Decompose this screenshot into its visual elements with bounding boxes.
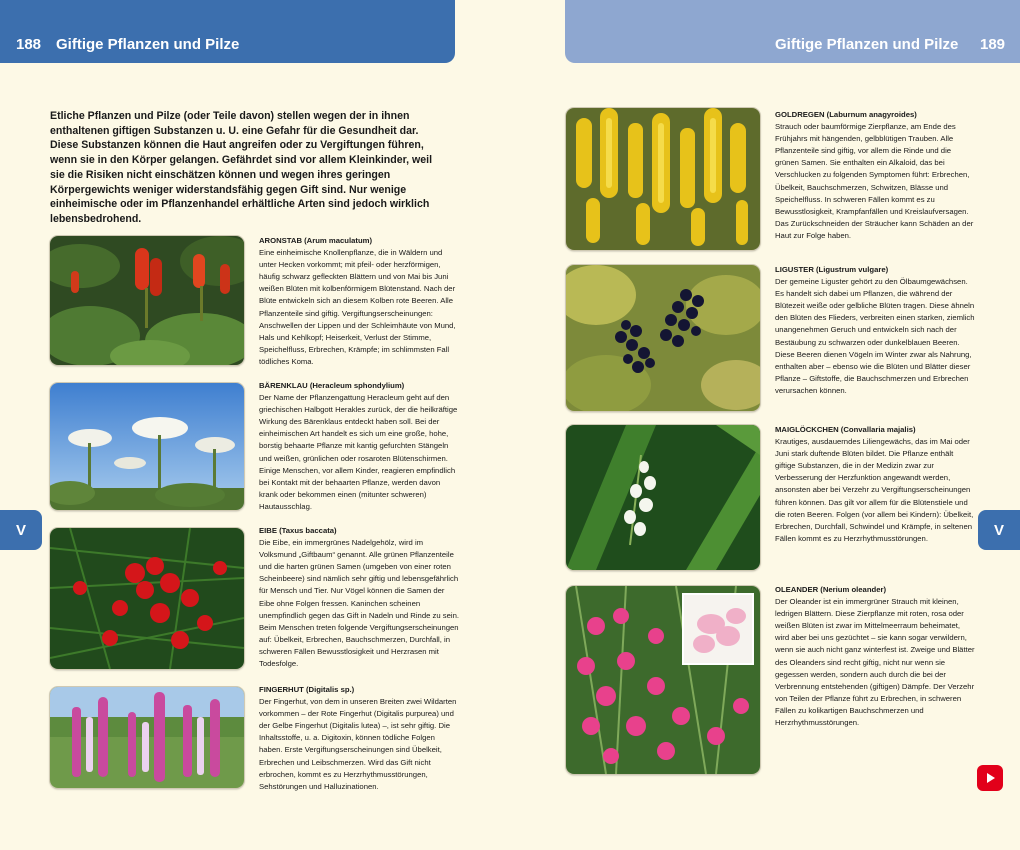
- entry-title: OLEANDER (Nerium oleander): [775, 585, 887, 594]
- entry-title: ARONSTAB (Arum maculatum): [259, 236, 373, 245]
- intro-paragraph: Etliche Pflanzen und Pilze (oder Teile davon) stellen wegen der in ihnen enthaltenen giftigen Substanzen u. U. eine Gefahr für die Gesundheit dar. Diese Substanzen können die Haut angreifen oder zu Vergiftungen führen, wenn sie in den Körper gelangen. Gefährdet sind vor allem Kleinkinder, weil sie die Risiken nicht einschätzen können und wegen ihres geringen Körpergewichts weniger widerstandsfähig gegen Gift sind. Nur wenige einheimische oder im Pflanzenhandel erhältliche Arten sind jedoch wirklich lebensbedrohend.: [50, 110, 433, 225]
- liguster-photo: [566, 265, 760, 411]
- goldregen-photo: [566, 108, 760, 250]
- entry-title: BÄRENKLAU (Heracleum sphondylium): [259, 381, 405, 390]
- entry-text: Eine einheimische Knollenpflanze, die in Wäldern und unter Hecken vorkommt; mit pfeil- oder herzförmigen, häufig schwarz gefleckten Blättern und von Mai bis Juni weißen Blüten mit kolbenförmigem Blütenstand. Nach der Blüte entwickeln sich an diesem Kolben rote Beeren. Alle Pflanzenteile sind giftig. Vergiftungserscheinungen: Anschwellen der Lippen und der Schleimhäute von Mund, Hals und Kehlkopf; Heiserkeit, Verlust der Stimme, Speichelfluss, Erbrechen, Krämpfe; im schlimmsten Fall tödliches Koma.: [259, 248, 456, 366]
- eibe-photo: [50, 528, 244, 669]
- baerenklau-photo: [50, 383, 244, 510]
- page-title-right: Giftige Pflanzen und Pilze: [775, 36, 959, 53]
- entry-title: EIBE (Taxus baccata): [259, 526, 337, 535]
- page-title-left: Giftige Pflanzen und Pilze: [56, 36, 240, 53]
- section-tab-left[interactable]: V: [0, 510, 42, 550]
- entry-text: Der gemeine Liguster gehört zu den Ölbaumgewächsen. Es handelt sich dabei um Pflanzen, die während der Blütezeit weiße oder gelbliche Blüten tragen. Diese ähneln den Blüten des Flieders, verbreiten einen starken, ziemlich unangenehmen Geruch und entwickeln sich nach der Bestäubung zu schwarzen oder dunkelblauen Beeren. Diese Beeren dienen Vögeln im Winter zwar als Nahrung, enthalten aber – ebenso wie die Blüten und Blätter dieser Pflanze – Giftstoffe, die Bauchschmerzen und Erbrechen verursachen können.: [775, 277, 975, 395]
- entry-eibe: [259, 525, 459, 670]
- page-number-right: 189: [980, 36, 1006, 53]
- maigloeckchen-photo: [566, 425, 760, 570]
- page-number-left: 188: [16, 36, 42, 53]
- header-left-bar: [0, 0, 455, 63]
- next-page-arrow-icon[interactable]: [977, 765, 1003, 791]
- entry-text: Der Name der Pflanzengattung Heracleum geht auf den griechischen Halbgott Herakles zurück, der die heilkräftige Wirkung des Bärenklaus entdeckt haben soll. Bei der einheimischen Art handelt es sich um eine große, hohe, borstig behaarte Pflanze mit kantig gefurchten Stängeln und weißen, grünlichen oder rosaroten Blütenschirmen. Einige Menschen, vor allem Kinder, reagieren empfindlich bei Kontakt mit der behaarten Pflanze, werden davon krank oder bekommen einen (mitunter schweren) Hautausschlag.: [259, 393, 458, 511]
- entry-title: GOLDREGEN (Laburnum anagyroides): [775, 110, 917, 119]
- entry-goldregen: [775, 109, 975, 242]
- entry-baerenklau: [259, 380, 459, 513]
- entry-title: LIGUSTER (Ligustrum vulgare): [775, 265, 889, 274]
- fingerhut-photo: [50, 687, 244, 788]
- oleander-photo: [566, 586, 760, 774]
- header-right-bar: [565, 0, 1020, 63]
- section-tab-right[interactable]: V: [978, 510, 1020, 550]
- entry-oleander: [775, 584, 975, 729]
- aronstab-photo: [50, 236, 244, 365]
- entry-text: Der Oleander ist ein immergrüner Strauch mit kleinen, ledrigen Blättern. Diese Zierpflanze mit roten, rosa oder weißen Blüten ist zwar im Mittelmeerraum beheimatet, wird aber bei uns gezüchtet – sie kann sogar verwildern, wenn sie auch nicht ganz winterfest ist. Zweige und Blätter des Oleanders sind recht giftig, nicht nur wenn sie gegessen werden, sondern auch durch die bei der Verbrennung entstehenden (giftigen) Dämpfe. Der Verzehr von Teilen der Pflanze führt zu Erbrechen, in schweren Fällen zu kolikartigen Bauchschmerzen und Herzrhythmusstörungen.: [775, 597, 975, 728]
- entry-liguster: [775, 264, 975, 397]
- entry-text: Krautiges, ausdauerndes Liliengewächs, das im Mai oder Juni stark duftende Blüten bildet. Die Pflanze enthält giftige Substanzen, die in der Medizin zwar zur Verbesserung der Herzfunktion angewandt werden, ansonsten aber bei Verzehr zu Vergiftungserscheinungen führen können. Das gilt vor allem für die Blütenstiele und die roten Beeren. Folgen (vor allem bei Kindern): Übelkeit, Erbrechen, Durchfall, Schwindel und Krämpfe, in seltenen Fällen kommt es zu Herzrhythmusstörungen.: [775, 437, 974, 543]
- entry-aronstab: [259, 235, 459, 368]
- entry-text: Die Eibe, ein immergrünes Nadelgehölz, wird im Volksmund „Giftbaum“ genannt. Alle grünen Pflanzenteile und die harten grünen Samen (umgeben von einer roten Scheinbeere) sind nämlich sehr giftig und lebensgefährlich für Mensch und Tier. Nur Vögel können die Samen der Eibe ohne Folgen fressen. Kaninchen scheinen unempfindlich gegen das Gift in Nadeln und Rinde zu sein. Beim Menschen treten folgende Vergiftungserscheinungen auf: Übelkeit, Erbrechen, Bauchschmerzen, Durchfall, in schweren Fällen Bewusstlosigkeit und Herzrasen mit Todesfolge.: [259, 538, 460, 669]
- entry-title: FINGERHUT (Digitalis sp.): [259, 685, 355, 694]
- entry-title: MAIGLÖCKCHEN (Convallaria majalis): [775, 425, 916, 434]
- entry-text: Strauch oder baumförmige Zierpflanze, am Ende des Frühjahrs mit hängenden, gelbblütigen Trauben. Alle Pflanzenteile sind giftig, vor allem die Rinde und die grünen Samen. Sie enthalten ein Alkaloid, das bei Verschlucken zu folgenden Symptomen führt: Erbrechen, Übelkeit, Bauchschmerzen, Schwitzen, Blässe und Speichelfluss. In schweren Fällen kommt es zu Bewusstlosigkeit, Krampfanfällen und Kreislaufversagen. Das Zurückschneiden der Sträucher kann Schäden an der Haut zur Folge haben.: [775, 122, 974, 240]
- entry-fingerhut: [259, 684, 459, 793]
- entry-text: Der Fingerhut, von dem in unseren Breiten zwei Wildarten vorkommen – der Rote Fingerhut (Digitalis purpurea) und der Gelbe Fingerhut (Digitalis lutea) –, ist sehr giftig. Die Inhaltsstoffe, u. a. Digitoxin, können tödliche Folgen haben. Erste Vergiftungserscheinungen sind Übelkeit, Erbrechen und Leibschmerzen. Wird das Gift nicht erbrochen, kommt es zu Herzrhythmusstörungen, Sehstörungen und Halluzinationen.: [259, 697, 457, 791]
- entry-maigloeckchen: [775, 424, 975, 545]
